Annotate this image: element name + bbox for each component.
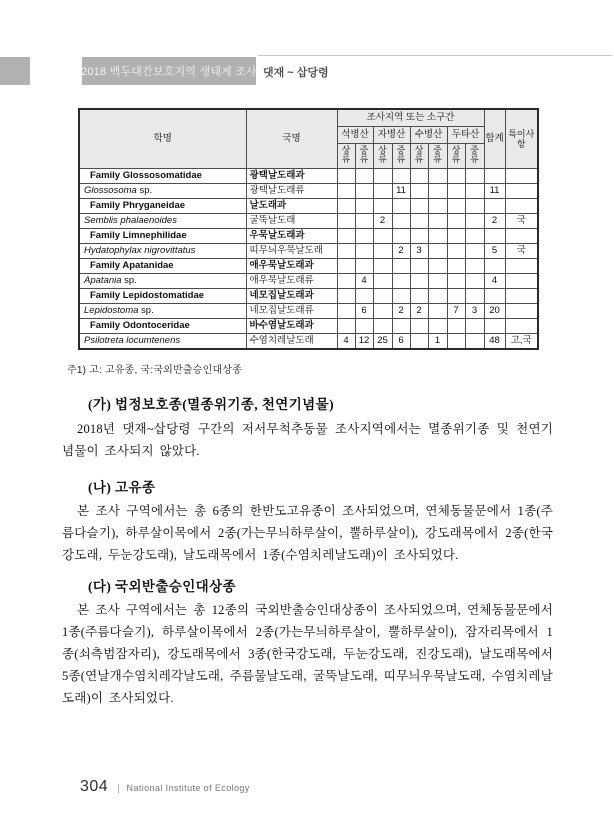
note-cell <box>505 304 538 319</box>
count-cell <box>355 169 373 184</box>
table-row <box>79 304 538 319</box>
table-row <box>79 199 538 214</box>
count-cell <box>465 319 484 334</box>
col-header-upstream: 상류 <box>337 144 355 169</box>
note-cell <box>505 169 538 184</box>
count-cell <box>355 214 373 229</box>
page-footer <box>80 778 250 796</box>
count-cell: 11 <box>392 184 410 199</box>
report-title-badge <box>82 57 256 85</box>
count-cell <box>373 289 392 304</box>
count-cell <box>465 244 484 259</box>
count-cell <box>392 169 410 184</box>
korean-name-cell: 네모집날도래과 <box>246 289 337 304</box>
count-cell <box>410 274 428 289</box>
scientific-name-cell: Glossosoma sp. <box>79 184 246 199</box>
scientific-name-cell: Semblis phalaenoides <box>79 214 246 229</box>
count-cell <box>428 319 447 334</box>
count-cell <box>410 259 428 274</box>
note-cell: 국 <box>505 244 538 259</box>
scientific-name-cell: Family Limnephilidae <box>79 229 246 244</box>
count-cell: 2 <box>392 304 410 319</box>
count-cell: 6 <box>392 334 410 350</box>
count-cell: 2 <box>392 244 410 259</box>
total-cell <box>484 289 505 304</box>
count-cell <box>392 214 410 229</box>
footer-organization: National Institute of Ecology <box>126 783 250 793</box>
section-tab-label: 댓재 ~ 삽당령 <box>263 67 329 79</box>
note-cell <box>505 199 538 214</box>
count-cell <box>410 229 428 244</box>
korean-name-cell: 우묵날도래과 <box>246 229 337 244</box>
scientific-name-cell: Apatania sp. <box>79 274 246 289</box>
count-cell <box>392 229 410 244</box>
col-header-mountain-4: 두타산 <box>447 127 484 144</box>
count-cell <box>337 319 355 334</box>
count-cell <box>373 229 392 244</box>
col-header-total: 합계 <box>484 109 505 169</box>
note-cell <box>505 229 538 244</box>
count-cell <box>355 244 373 259</box>
count-cell <box>355 229 373 244</box>
total-cell <box>484 169 505 184</box>
count-cell <box>392 274 410 289</box>
count-cell: 3 <box>465 304 484 319</box>
table-row <box>79 244 538 259</box>
count-cell <box>337 259 355 274</box>
count-cell <box>447 199 465 214</box>
count-cell <box>447 169 465 184</box>
count-cell <box>410 214 428 229</box>
col-header-midstream: 중류 <box>392 144 410 169</box>
col-header-scientific-name: 학명 <box>79 109 246 169</box>
count-cell: 6 <box>355 304 373 319</box>
count-cell <box>410 184 428 199</box>
col-header-mountain-3: 수병산 <box>410 127 447 144</box>
section-heading-da: (다) 국외반출승인대상종 <box>88 579 236 594</box>
count-cell: 2 <box>410 304 428 319</box>
total-cell: 48 <box>484 334 505 350</box>
page-number: 304 <box>80 778 109 795</box>
count-cell <box>428 229 447 244</box>
count-cell <box>447 319 465 334</box>
count-cell <box>337 274 355 289</box>
total-cell <box>484 229 505 244</box>
count-cell <box>465 259 484 274</box>
count-cell <box>428 244 447 259</box>
note-cell <box>505 274 538 289</box>
note-cell <box>505 184 538 199</box>
count-cell <box>465 274 484 289</box>
note-cell <box>505 259 538 274</box>
total-cell: 20 <box>484 304 505 319</box>
korean-name-cell: 네모집날도래류 <box>246 304 337 319</box>
count-cell <box>428 304 447 319</box>
section-paragraph-da: 본 조사 구역에서는 총 12종의 국외반출승인대상종이 조사되었으며, 연체동물문에서 1종(주름다슬기), 하루살이목에서 2종(가는무늬하루살이, 뿔하루살이), 잠자리목에서 1종(쇠측범잠자리), 강도래목에서 3종(한국강도래, 두눈강도래, 진강도래), 날도래목에서 5종(연날개수염치레각날도래, 주름물날도래, 굴뚝날도래, 띠무늬우묵날도래, 수염치레날도래)이 조사되었다. <box>62 603 553 705</box>
table-footnote: 주1) 고: 고유종, 국:국외반출승인대상종 <box>67 365 243 376</box>
table-row <box>79 169 538 184</box>
col-header-upstream: 상류 <box>373 144 392 169</box>
col-header-mountain-2: 자병산 <box>373 127 410 144</box>
total-cell <box>484 319 505 334</box>
section-paragraph-ga: 2018년 댓재~삽당령 구간의 저서무척추동물 조사지역에서는 멸종위기종 및 천연기념물이 조사되지 않았다. <box>62 422 553 458</box>
col-header-upstream: 상류 <box>447 144 465 169</box>
total-cell: 5 <box>484 244 505 259</box>
col-header-korean-name: 국명 <box>246 109 337 169</box>
korean-name-cell: 굴뚝날도래 <box>246 214 337 229</box>
count-cell <box>447 244 465 259</box>
count-cell: 7 <box>447 304 465 319</box>
count-cell: 1 <box>428 334 447 350</box>
report-title: 2018 백두대간보호지역 생태계 조사 <box>81 66 257 78</box>
count-cell <box>337 184 355 199</box>
count-cell <box>465 169 484 184</box>
korean-name-cell: 광택날도래과 <box>246 169 337 184</box>
count-cell <box>410 319 428 334</box>
count-cell <box>373 259 392 274</box>
scientific-name-cell: Hydatophylax nigrovittatus <box>79 244 246 259</box>
count-cell: 3 <box>410 244 428 259</box>
count-cell <box>373 169 392 184</box>
header-left-bleed <box>0 57 30 85</box>
count-cell <box>447 214 465 229</box>
count-cell: 25 <box>373 334 392 350</box>
col-header-survey-region-group: 조사지역 또는 소구간 <box>337 109 484 127</box>
count-cell <box>447 184 465 199</box>
col-header-midstream: 중류 <box>428 144 447 169</box>
table-row <box>79 319 538 334</box>
count-cell <box>428 259 447 274</box>
korean-name-cell: 광택날도래류 <box>246 184 337 199</box>
count-cell <box>447 274 465 289</box>
count-cell <box>410 199 428 214</box>
count-cell <box>337 244 355 259</box>
scientific-name-cell: Family Apatanidae <box>79 259 246 274</box>
count-cell <box>392 199 410 214</box>
note-cell <box>505 319 538 334</box>
count-cell <box>447 259 465 274</box>
count-cell <box>373 244 392 259</box>
header-rule <box>258 55 612 56</box>
count-cell <box>410 289 428 304</box>
count-cell: 4 <box>355 274 373 289</box>
count-cell <box>373 304 392 319</box>
count-cell <box>337 169 355 184</box>
korean-name-cell: 애우묵날도래류 <box>246 274 337 289</box>
scientific-name-cell: Family Glossosomatidae <box>79 169 246 184</box>
count-cell <box>428 184 447 199</box>
count-cell <box>428 214 447 229</box>
table-row <box>79 289 538 304</box>
col-header-note: 특이사항 <box>505 109 538 169</box>
count-cell <box>337 199 355 214</box>
count-cell <box>410 169 428 184</box>
scientific-name-cell: Family Lepidostomatidae <box>79 289 246 304</box>
count-cell <box>355 184 373 199</box>
count-cell <box>465 184 484 199</box>
table-row <box>79 184 538 199</box>
count-cell <box>337 214 355 229</box>
footer-divider: | <box>117 783 120 793</box>
korean-name-cell: 띠무늬우묵날도래 <box>246 244 337 259</box>
note-cell: 고,국 <box>505 334 538 350</box>
count-cell <box>373 319 392 334</box>
total-cell <box>484 259 505 274</box>
species-survey-table <box>78 108 539 350</box>
count-cell <box>373 199 392 214</box>
count-cell <box>392 259 410 274</box>
table-row <box>79 229 538 244</box>
section-heading-na: (나) 고유종 <box>88 480 156 495</box>
count-cell <box>337 229 355 244</box>
count-cell <box>355 199 373 214</box>
total-cell <box>484 199 505 214</box>
count-cell <box>392 319 410 334</box>
count-cell <box>355 259 373 274</box>
count-cell: 12 <box>355 334 373 350</box>
scientific-name-cell: Psilotreta locumtenens <box>79 334 246 350</box>
count-cell <box>428 274 447 289</box>
count-cell <box>447 334 465 350</box>
count-cell <box>392 289 410 304</box>
table-body <box>79 169 538 350</box>
col-header-upstream: 상류 <box>410 144 428 169</box>
section-heading-ga: (가) 법정보호종(멸종위기종, 천연기념물) <box>88 397 334 412</box>
total-cell: 4 <box>484 274 505 289</box>
scientific-name-cell: Family Odontoceridae <box>79 319 246 334</box>
col-header-mountain-1: 석병산 <box>337 127 373 144</box>
korean-name-cell: 바수염날도래과 <box>246 319 337 334</box>
count-cell: 4 <box>337 334 355 350</box>
korean-name-cell: 수염치레날도래 <box>246 334 337 350</box>
count-cell <box>373 274 392 289</box>
count-cell <box>428 169 447 184</box>
total-cell: 11 <box>484 184 505 199</box>
count-cell <box>465 289 484 304</box>
count-cell <box>465 199 484 214</box>
scientific-name-cell: Family Phryganeidae <box>79 199 246 214</box>
korean-name-cell: 날도래과 <box>246 199 337 214</box>
korean-name-cell: 애우묵날도래과 <box>246 259 337 274</box>
count-cell <box>447 229 465 244</box>
col-header-midstream: 중류 <box>355 144 373 169</box>
count-cell <box>410 334 428 350</box>
table-row <box>79 334 538 350</box>
table-row <box>79 214 538 229</box>
count-cell <box>355 289 373 304</box>
note-cell: 국 <box>505 214 538 229</box>
col-header-midstream: 중류 <box>465 144 484 169</box>
table-row <box>79 259 538 274</box>
scientific-name-cell: Lepidostoma sp. <box>79 304 246 319</box>
count-cell <box>337 289 355 304</box>
note-cell <box>505 289 538 304</box>
count-cell: 2 <box>373 214 392 229</box>
table-row <box>79 274 538 289</box>
count-cell <box>373 184 392 199</box>
count-cell <box>428 289 447 304</box>
section-paragraph-na: 본 조사 구역에서는 총 6종의 한반도고유종이 조사되었으며, 연체동물문에서 1종(주름다슬기), 하루살이목에서 2종(가는무늬하루살이, 뿔하루살이), 강도래목에서 2종(한국강도래, 두눈강도래), 날도래목에서 1종(수염치레날도래)이 조사되었다. <box>62 504 553 562</box>
count-cell <box>465 214 484 229</box>
count-cell <box>465 334 484 350</box>
count-cell <box>447 289 465 304</box>
count-cell <box>355 319 373 334</box>
count-cell <box>428 199 447 214</box>
count-cell <box>337 304 355 319</box>
total-cell: 2 <box>484 214 505 229</box>
count-cell <box>465 229 484 244</box>
